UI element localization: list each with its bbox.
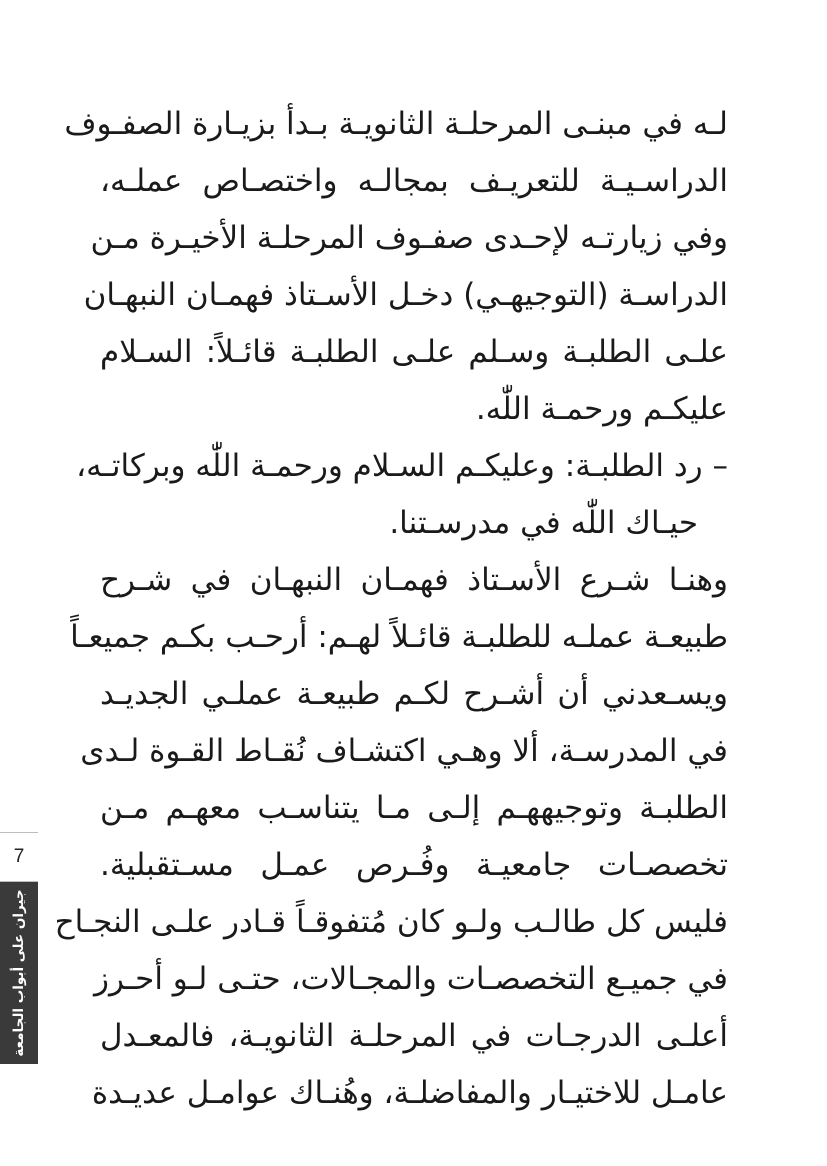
text-line: طبيعـة عملـه للطلبـة قائـلاً لهـم: أرحـب بكـم جميعـاً [70, 619, 728, 655]
book-title-tab [0, 882, 38, 1064]
text-line: الدراسـيـة للتعريـف بمجالـه واختصـاص عملـه، [100, 163, 728, 199]
text-line: عليكـم ورحمـة اللّٰه. [475, 391, 728, 427]
text-line: تخصصـات جامعيـة وفُـرص عمـل مسـتقبلية. [100, 847, 728, 883]
text-line: وفي زيارتـه لإحـدى صفـوف المرحلـة الأخيـرة مـن [90, 220, 728, 256]
text-line: فليس كل طالـب ولـو كان مُتفوقـاً قـادر علـى النجـاح [54, 904, 728, 940]
text-line: الطلبـة وتوجيههـم إلـى مـا يتناسـب معهـم مـن [100, 790, 728, 826]
text-line: لـه في مبنـى المرحلـة الثانويـة بـدأ بزيـارة الصفـوف [64, 106, 728, 142]
page-number: 7 [0, 832, 38, 882]
book-title: جيران على أبواب الجامعة [11, 889, 27, 1057]
side-tab [0, 832, 38, 1064]
text-line: أعلـى الدرجـات في المرحلـة الثانويـة، فالمعـدل [100, 1018, 728, 1054]
text-line: ويسـعدني أن أشـرح لكـم طبيعـة عملـي الجديـد [100, 676, 728, 712]
text-line: الدراسـة (التوجيهـي) دخـل الأسـتاذ فهمـان النبهـان [83, 277, 728, 313]
text-line: عامـل للاختيـار والمفاضلـة، وهُنـاك عوامـل عديـدة [91, 1075, 728, 1111]
text-line: حيـاك اللّٰه في مدرسـتنا. [389, 505, 698, 541]
text-line: في المدرسـة، ألا وهـي اكتشـاف نُقـاط القـوة لـدى [80, 733, 728, 769]
text-line: – رد الطلبـة: وعليكـم السـلام ورحمـة اللّٰه وبركاتـه، [76, 448, 728, 484]
text-line: في جميـع التخصصـات والمجـالات، حتـى لـو أحـرز [94, 961, 728, 997]
text-line: وهنـا شـرع الأسـتاذ فهمـان النبهـان في شـرح [100, 562, 728, 598]
text-line: علـى الطلبـة وسـلم علـى الطلبـة قائـلاً: السـلام [100, 334, 728, 370]
body-text [54, 96, 728, 1122]
